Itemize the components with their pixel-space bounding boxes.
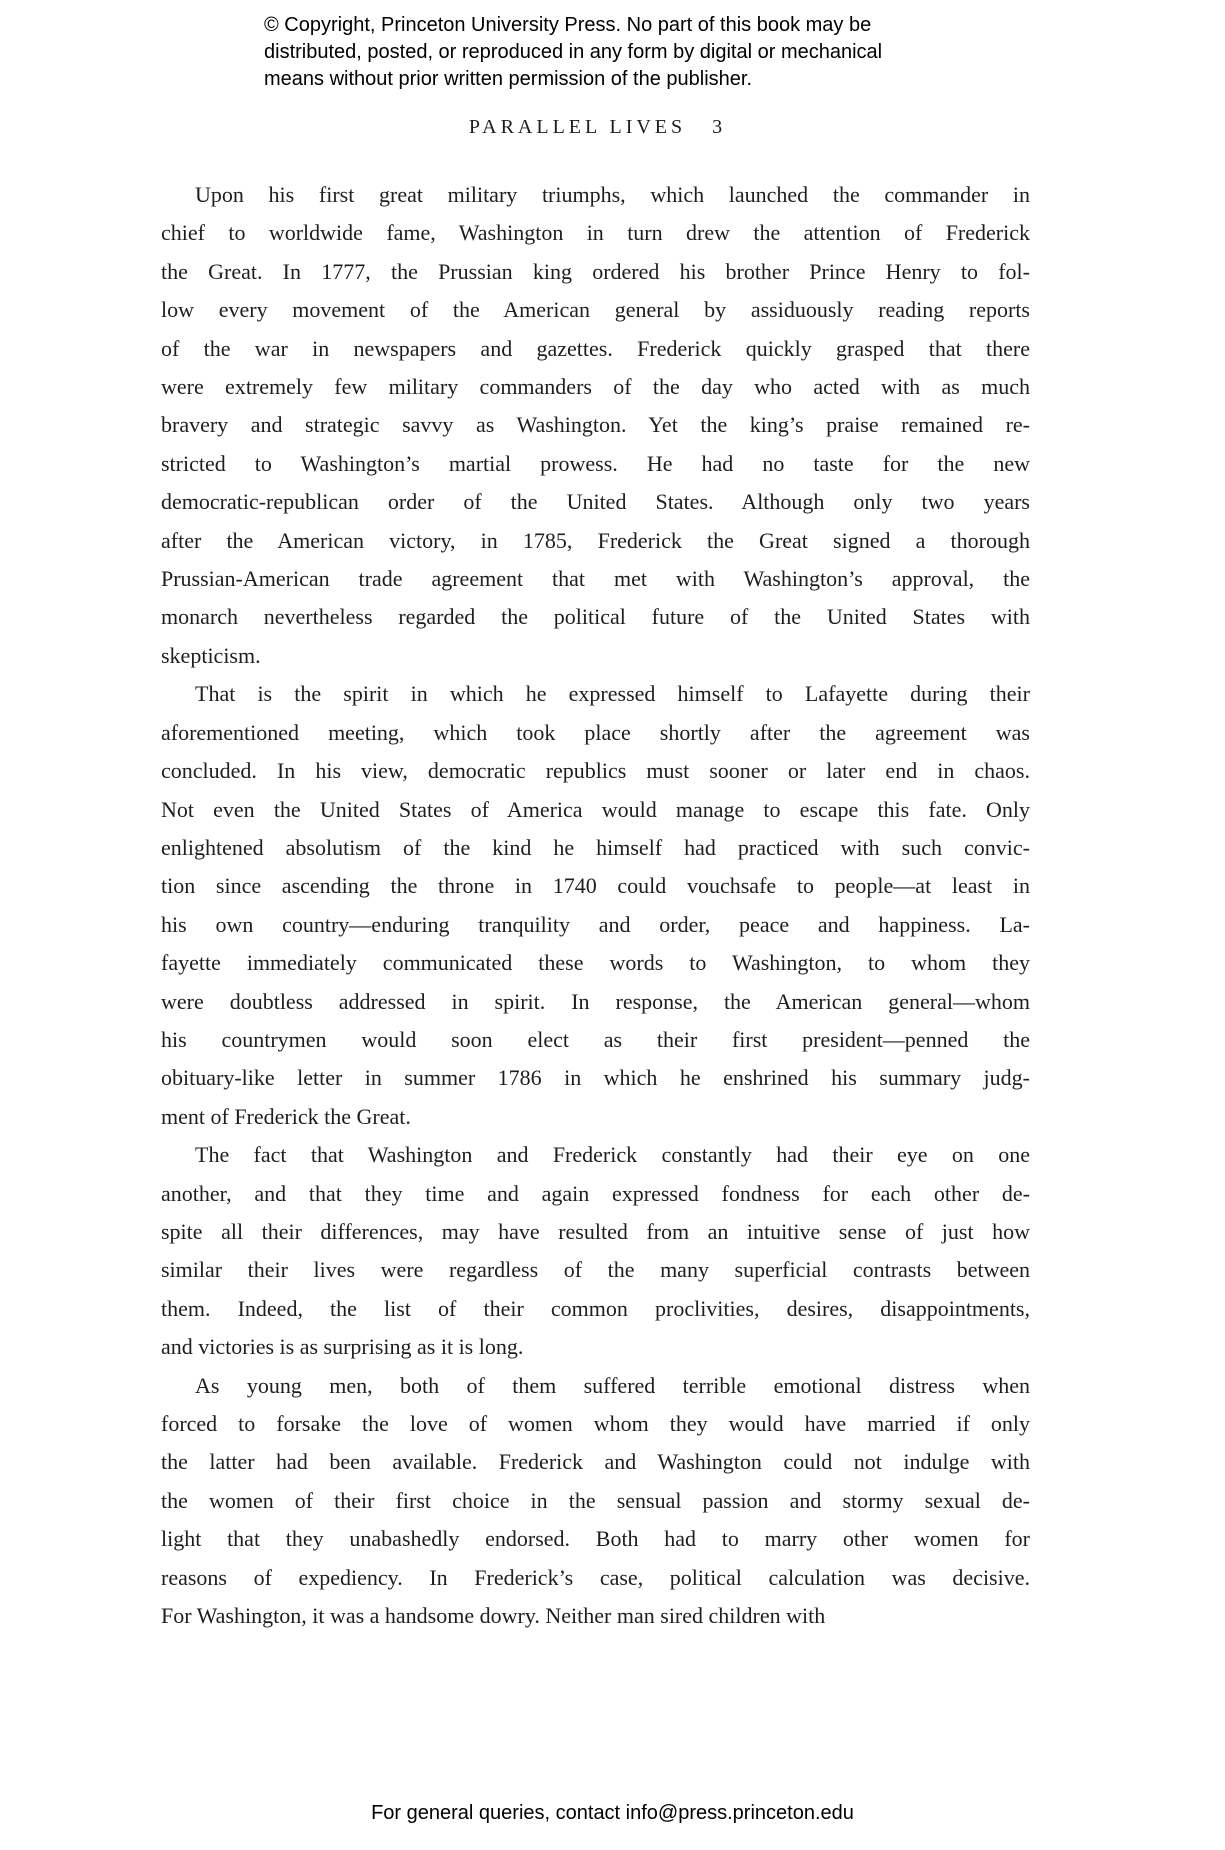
body-line: light that they unabashedly endorsed. Both had to marry other women for [161,1526,1030,1552]
body-line: democratic-republican order of the United States. Although only two years [161,489,1030,515]
copyright-line: means without prior written permission of the publisher. [264,68,753,90]
body-line: and victories is as surprising as it is long. [161,1334,524,1360]
body-line: aforementioned meeting, which took place shortly after the agreement was [161,719,1030,745]
paragraph [161,675,1030,1136]
paragraph [161,176,1030,675]
body-text [161,176,1030,1635]
running-head [161,116,1030,139]
page-number: 3 [712,116,723,138]
body-line: chief to worldwide fame, Washington in turn drew the attention of Frederick [161,220,1030,246]
body-line: his countrymen would soon elect as their first president—penned the [161,1026,1030,1052]
body-line: them. Indeed, the list of their common proclivities, desires, disappointments, [161,1295,1030,1321]
body-line: fayette immediately communicated these words to Washington, to whom they [161,950,1030,976]
body-line: For Washington, it was a handsome dowry. Neither man sired children with [161,1603,826,1629]
body-line: another, and that they time and again expressed fondness for each other de- [161,1180,1030,1206]
body-line: bravery and strategic savvy as Washington. Yet the king’s praise remained re- [161,412,1030,438]
footer-text: For general queries, contact info@press.princeton.edu [371,1802,854,1824]
body-line: reasons of expediency. In Frederick’s case, political calculation was decisive. [161,1564,1030,1590]
body-line: his own country—enduring tranquility and order, peace and happiness. La- [161,911,1030,937]
body-line: spite all their differences, may have resulted from an intuitive sense of just how [161,1218,1030,1244]
paragraph [161,1136,1030,1366]
body-line: forced to forsake the love of women whom they would have married if only [161,1411,1030,1436]
paragraph [161,1367,1030,1636]
copyright-line: © Copyright, Princeton University Press. No part of this book may be [264,14,872,36]
body-line: obituary-like letter in summer 1786 in which he enshrined his summary judg- [161,1065,1030,1091]
body-line: were extremely few military commanders of the day who acted with as much [161,374,1030,400]
body-line: enlightened absolutism of the kind he himself had practiced with such convic- [161,834,1030,860]
running-head-title: PARALLEL LIVES [468,116,687,138]
body-line: monarch nevertheless regarded the political future of the United States with [161,604,1030,630]
body-line: similar their lives were regardless of the many superficial contrasts between [161,1257,1030,1283]
body-line: Prussian-American trade agreement that met with Washington’s approval, the [161,566,1030,592]
body-line: skepticism. [161,642,261,668]
body-line: Not even the United States of America would manage to escape this fate. Only [161,796,1030,822]
body-line: after the American victory, in 1785, Frederick the Great signed a thorough [161,527,1030,553]
body-line: the latter had been available. Frederick and Washington could not indulge with [161,1449,1030,1475]
body-line: the women of their first choice in the sensual passion and stormy sexual de- [161,1487,1030,1513]
body-line: were doubtless addressed in spirit. In response, the American general—whom [161,988,1030,1014]
body-line: As young men, both of them suffered terrible emotional distress when [195,1372,1030,1398]
body-line: That is the spirit in which he expressed himself to Lafayette during their [195,681,1030,707]
body-line: low every movement of the American general by assiduously reading reports [161,297,1030,323]
copyright-line: distributed, posted, or reproduced in any form by digital or mechanical [264,41,883,63]
body-line: tion since ascending the throne in 1740 could vouchsafe to people—at least in [161,873,1030,899]
body-line: Upon his first great military triumphs, which launched the commander in [195,182,1030,207]
body-line: the Great. In 1777, the Prussian king ordered his brother Prince Henry to fol- [161,258,1030,284]
body-line: of the war in newspapers and gazettes. Frederick quickly grasped that there [161,335,1030,361]
body-line: stricted to Washington’s martial prowess. He had no taste for the new [161,450,1030,476]
body-line: The fact that Washington and Frederick constantly had their eye on one [195,1142,1030,1168]
body-line: concluded. In his view, democratic republics must sooner or later end in chaos. [161,758,1030,784]
footer-queries-line [0,1802,1225,1825]
body-line: ment of Frederick the Great. [161,1103,411,1129]
copyright-notice [264,12,1024,93]
